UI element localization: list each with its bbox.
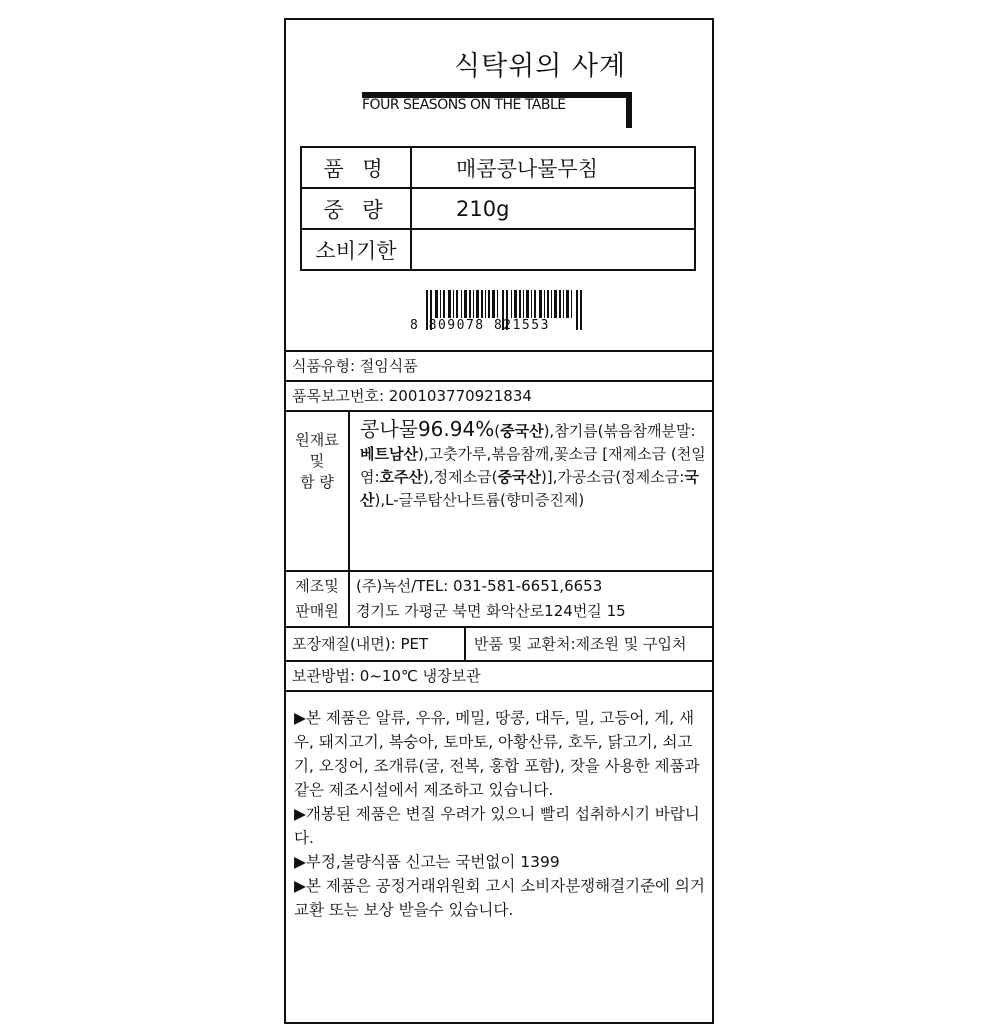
table-row	[301, 147, 695, 188]
origin-text: 베트남산	[360, 445, 418, 463]
maker-header-line: 제조및	[295, 577, 339, 595]
storage-method: 보관방법: 0~10℃ 냉장보관	[292, 667, 481, 685]
notice-row	[286, 690, 712, 1024]
ingredient-text: )],가공소금(정제소금:	[540, 468, 685, 486]
notice-item: ▶개봉된 제품은 변질 우려가 있으니 빨리 섭취하시기 바랍니다.	[294, 805, 700, 847]
weight-value: 210g	[411, 188, 695, 229]
divider	[464, 628, 466, 660]
origin-text: 국산	[360, 468, 699, 509]
maker-row	[286, 570, 712, 626]
ingredient-text: ),고춧가루,볶음참깨,꽃소금 [재제소금 (천일염:	[360, 445, 706, 486]
ingredients-header-line: 원재료	[295, 431, 339, 449]
product-name-value: 매콤콩나물무침	[411, 147, 695, 188]
table-row	[301, 229, 695, 270]
exchange-info: 반품 및 교환처:제조원 및 구입처	[474, 635, 687, 653]
notice-item: ▶부정,불량식품 신고는 국번없이 1399	[294, 853, 560, 871]
ingredient-text: (	[494, 422, 501, 440]
origin-text: 호주산	[379, 468, 424, 486]
brand-title: 식탁위의 사계	[454, 51, 627, 82]
notice-list	[294, 706, 706, 922]
barcode-number: 8 809078 821553	[410, 318, 550, 333]
packaging-row	[286, 626, 712, 660]
product-info-table	[300, 146, 696, 271]
ingredient-text: ),L-글루탐산나트륨(향미증진제)	[374, 491, 585, 509]
storage-row	[286, 660, 712, 690]
ingredients-row	[286, 410, 712, 570]
food-type: 식품유형: 절임식품	[292, 357, 418, 375]
ingredients-header-line: 및	[309, 452, 325, 470]
weight-label: 중 량	[301, 188, 411, 229]
origin-text: 중국산	[500, 422, 544, 440]
ingredient-text: ),정제소금(	[423, 468, 498, 486]
ingredients-header	[286, 412, 350, 570]
packaging-material: 포장재질(내면): PET	[292, 635, 429, 653]
ingredients-header-line: 함 량	[300, 473, 334, 491]
origin-text: 중국산	[497, 468, 541, 486]
maker-header-line: 판매원	[295, 602, 339, 620]
ingredient-text: ),참기름(볶음참깨분말:	[543, 422, 696, 440]
ingredients-text	[360, 418, 706, 512]
product-label	[284, 18, 714, 1024]
expiry-value	[411, 229, 695, 270]
main-ingredient: 콩나물96.94%	[360, 417, 495, 441]
maker-address: 경기도 가평군 북면 화악산로124번길 15	[356, 602, 626, 620]
maker-info	[356, 574, 626, 624]
table-row	[301, 188, 695, 229]
notice-item: ▶본 제품은 공정거래위원회 고시 소비자분쟁해결기준에 의거 교환 또는 보상 받을수 있습니다.	[294, 877, 705, 919]
report-number: 품목보고번호: 200103770921834	[292, 387, 532, 405]
product-name-label: 품 명	[301, 147, 411, 188]
report-number-row	[286, 380, 712, 410]
maker-header	[286, 572, 350, 626]
expiry-label: 소비기한	[301, 229, 411, 270]
brand-subtitle: FOUR SEASONS ON THE TABLE	[362, 97, 566, 113]
brand-corner-mark	[626, 92, 632, 128]
maker-contact: (주)녹선/TEL: 031-581-6651,6653	[356, 577, 603, 595]
notice-item: ▶본 제품은 알류, 우유, 메밀, 땅콩, 대두, 밀, 고등어, 게, 새우, 돼지고기, 복숭아, 토마토, 아황산류, 호두, 닭고기, 쇠고기, 오징어, 조개류(굴, 전복, 홍합 포함), 잣을 사용한 제품과 같은 제조시설에서 제조하고 있습니다.	[294, 709, 700, 799]
food-type-row	[286, 350, 712, 380]
